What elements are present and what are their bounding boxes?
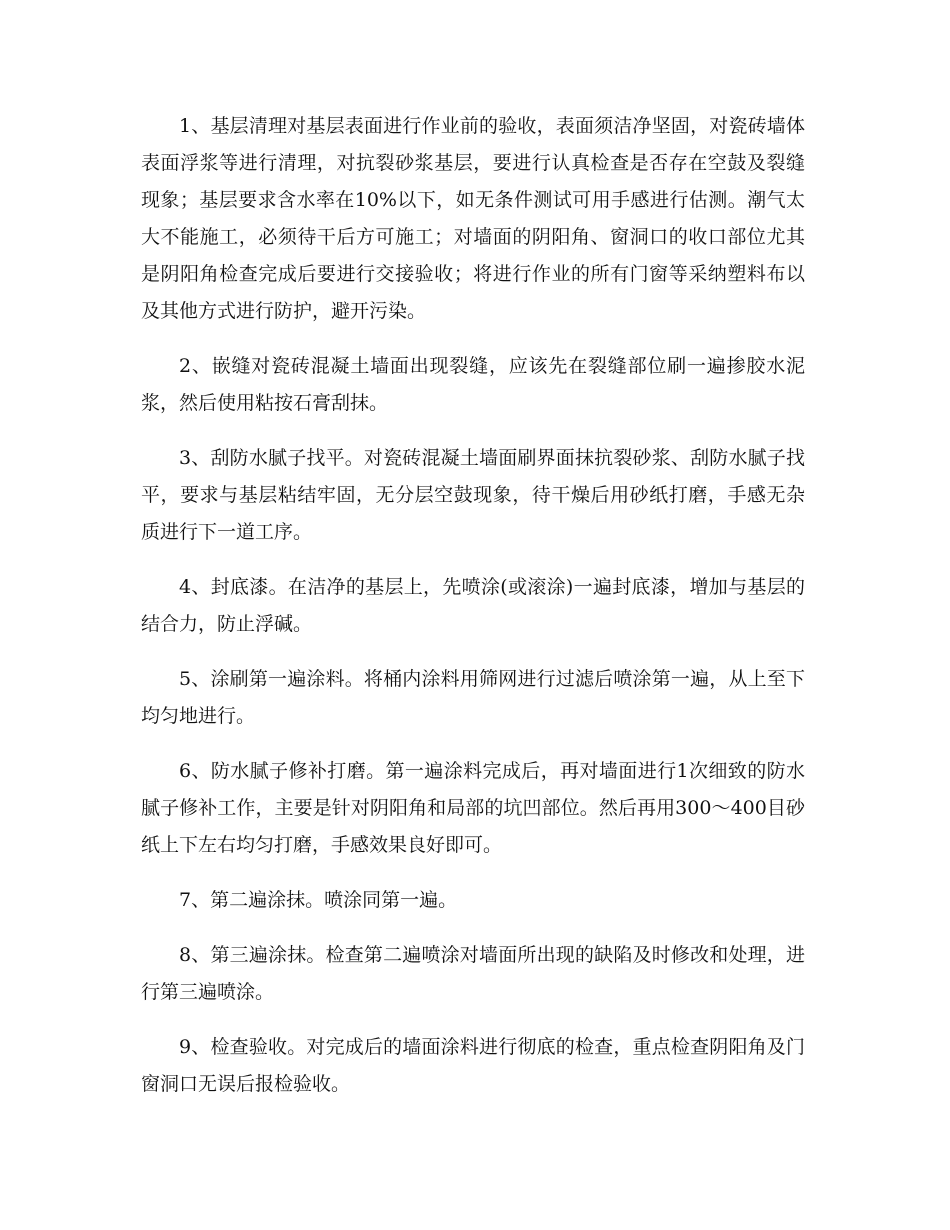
- document-body: [141, 108, 805, 1121]
- paragraph-step-2: 2、嵌缝对瓷砖混凝土墙面出现裂缝，应该先在裂缝部位刷一遍掺胶水泥浆，然后使用粘按石膏刮抹。: [141, 355, 805, 414]
- paragraph-step-3: 3、刮防水腻子找平。对瓷砖混凝土墙面刷界面抹抗裂砂浆、刮防水腻子找平，要求与基层粘结牢固，无分层空鼓现象，待干燥后用砂纸打磨，手感无杂质进行下一道工序。: [141, 447, 805, 543]
- paragraph-step-7: 7、第二遍涂抹。喷涂同第一遍。: [179, 889, 458, 911]
- paragraph-step-8: 8、第三遍涂抹。检查第二遍喷涂对墙面所出现的缺陷及时修改和处理，进行第三遍喷涂。: [141, 944, 805, 1003]
- paragraph-step-1: 1、基层清理对基层表面进行作业前的验收，表面须洁净坚固，对瓷砖墙体表面浮浆等进行清理，对抗裂砂浆基层，要进行认真检查是否存在空鼓及裂缝现象；基层要求含水率在10%以下，如无条件测试可用手感进行估测。潮气太大不能施工，必须待干后方可施工；对墙面的阴阳角、窗洞口的收口部位尤其是阴阳角检查完成后要进行交接验收；将进行作业的所有门窗等采纳塑料布以及其他方式进行防护，避开污染。: [141, 115, 805, 322]
- paragraph-step-9: 9、检查验收。对完成后的墙面涂料进行彻底的检查，重点检查阴阳角及门窗洞口无误后报检验收。: [141, 1036, 805, 1095]
- paragraph-step-6: 6、防水腻子修补打磨。第一遍涂料完成后，再对墙面进行1次细致的防水腻子修补工作，主要是针对阴阳角和局部的坑凹部位。然后再用300～400目砂纸上下左右均匀打磨，手感效果良好即可。: [141, 760, 805, 856]
- paragraph-step-4: 4、封底漆。在洁净的基层上，先喷涂(或滚涂)一遍封底漆，增加与基层的结合力，防止浮碱。: [141, 576, 805, 635]
- paragraph-step-5: 5、涂刷第一遍涂料。将桶内涂料用筛网进行过滤后喷涂第一遍，从上至下均匀地进行。: [141, 668, 805, 727]
